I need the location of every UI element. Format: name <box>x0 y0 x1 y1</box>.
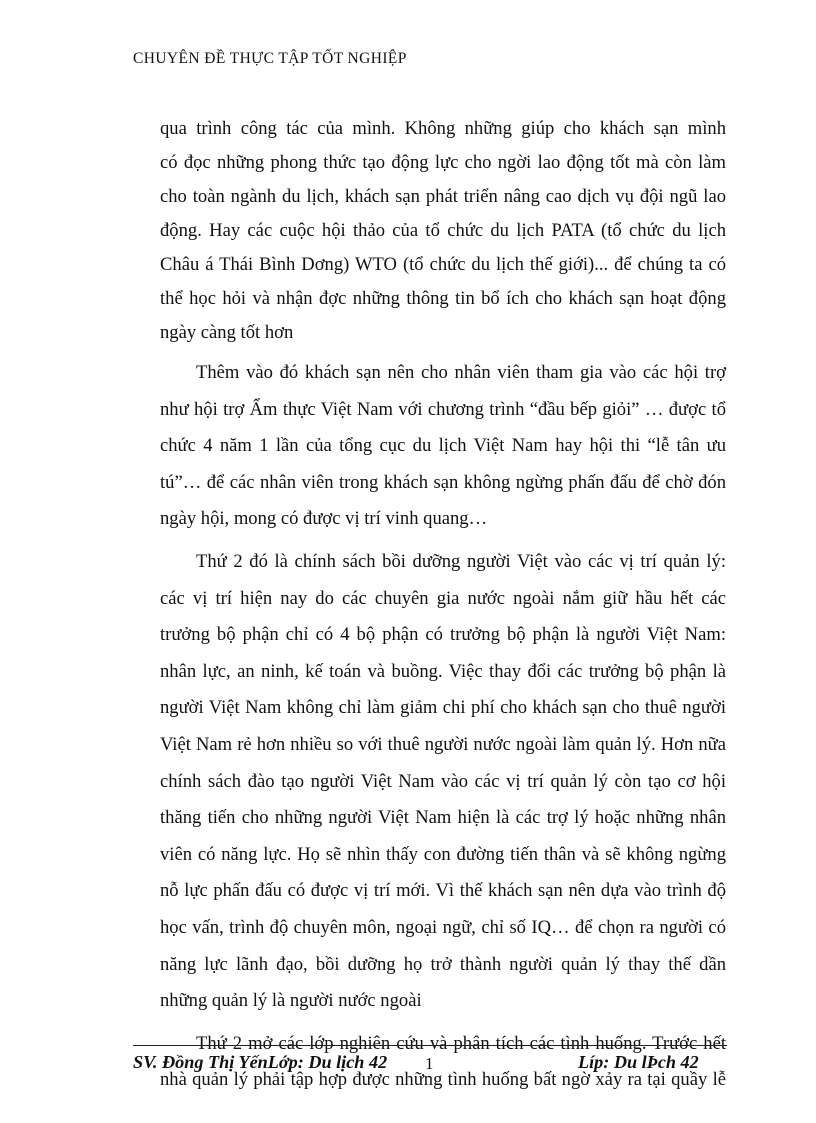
body-line: Việt Nam rẻ hơn nhiều so với thuê người nước ngoài làm quản lý. Hơn nữa <box>160 734 726 755</box>
body-line: thể học hỏi và nhận đợc những thông tin bổ ích cho khách sạn hoạt động <box>160 288 726 309</box>
body-line: những quản lý là người nước ngoài <box>160 990 422 1011</box>
footer-author: SV. Đồng Thị YếnLớp: Du lịch 42 <box>133 1052 388 1072</box>
body-line: năng lực lãnh đạo, bồi dưỡng họ trở thành người quản lý thay thế dần <box>160 954 726 975</box>
body-line: chức 4 năm 1 lần của tổng cục du lịch Việt Nam hay hội thi “lễ tân ưu <box>160 435 726 456</box>
body-line: có đọc những phong thức tạo động lực cho ngời lao động tốt mà còn làm <box>160 152 726 173</box>
body-line: Thêm vào đó khách sạn nên cho nhân viên tham gia vào các hội trợ <box>196 362 726 383</box>
body-line: như hội trợ Ẩm thực Việt Nam với chương trình “đầu bếp giỏi” … được tổ <box>160 399 726 420</box>
body-line: Châu á Thái Bình Dơng) WTO (tổ chức du lịch thế giới)... để chúng ta có <box>160 254 726 275</box>
footer-class: Líp: Du lÞch 42 <box>578 1052 699 1072</box>
body-line: nhà quản lý phải tập hợp được những tình huống bất ngờ xảy ra tại quầy lễ <box>160 1069 726 1090</box>
body-line: người Việt Nam không chỉ làm giảm chi phí cho khách sạn cho thuê người <box>160 697 726 718</box>
page-number: 1 <box>425 1054 434 1073</box>
body-line: thăng tiến cho những người Việt Nam hiện là các trợ lý hoặc những nhân <box>160 807 726 828</box>
body-line: nhân lực, an ninh, kế toán và buồng. Việc thay đổi các trưởng bộ phận là <box>160 661 726 682</box>
body-line: chính sách đào tạo người Việt Nam vào các vị trí quản lý còn tạo cơ hội <box>160 771 726 792</box>
body-line: viên có năng lực. Họ sẽ nhìn thấy con đường tiến thân và sẽ không ngừng <box>160 844 726 865</box>
document-header: CHUYÊN ĐỀ THỰC TẬP TỐT NGHIỆP <box>133 50 407 67</box>
body-line: ngày hội, mong có được vị trí vinh quang… <box>160 508 488 529</box>
body-line: nỗ lực phấn đấu có được vị trí mới. Vì thế khách sạn nên dựa vào trình độ <box>160 880 726 901</box>
body-line: cho toàn ngành du lịch, khách sạn phát triển nâng cao dịch vụ đội ngũ lao <box>160 186 726 207</box>
body-line: Thứ 2 mở các lớp nghiên cứu và phân tích các tình huống. Trước hết <box>196 1033 726 1054</box>
body-line: động. Hay các cuộc hội thảo của tổ chức du lịch PATA (tổ chức du lịch <box>160 220 726 241</box>
body-line: học vấn, trình độ chuyên môn, ngoại ngữ, chỉ số IQ… để chọn ra người có <box>160 917 726 938</box>
body-line: ngày càng tốt hơn <box>160 322 294 343</box>
body-line: qua trình công tác của mình. Không những giúp cho khách sạn mình <box>160 118 726 139</box>
body-line: trưởng bộ phận chỉ có 4 bộ phận có trưởng bộ phận là người Việt Nam: <box>160 624 726 645</box>
footer-divider <box>133 1045 727 1046</box>
body-line: tú”… để các nhân viên trong khách sạn không ngừng phấn đấu để chờ đón <box>160 472 726 493</box>
body-line: Thứ 2 đó là chính sách bồi dưỡng người Việt vào các vị trí quản lý: <box>196 551 726 572</box>
body-line: các vị trí hiện nay do các chuyên gia nước ngoài nắm giữ hầu hết các <box>160 588 726 609</box>
